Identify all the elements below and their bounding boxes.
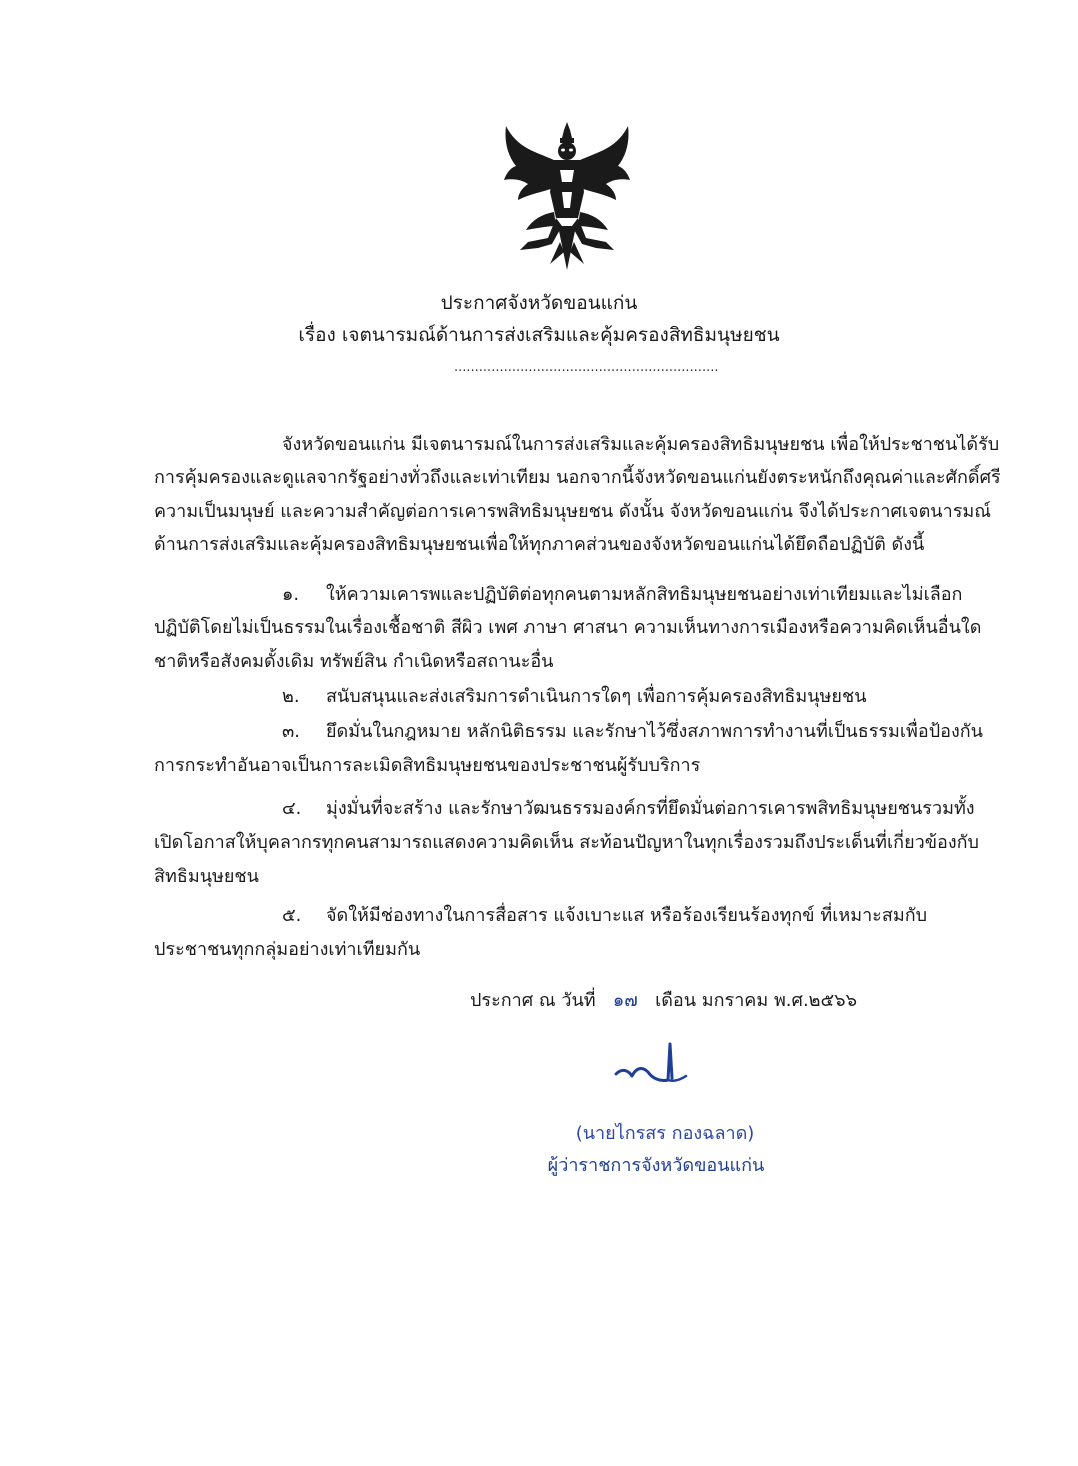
item-3-line-2: การกระทำอันอาจเป็นการละเมิดสิทธิมนุษยชนของประชาชนผู้รับบริการ (154, 755, 701, 776)
item-number-2: ๒. (282, 686, 300, 707)
handwritten-signature-icon (612, 1038, 696, 1096)
signer-name: (นายไกรสร กองฉลาด) (575, 1123, 755, 1144)
item-4-line-3: สิทธิมนุษยชน (154, 866, 259, 887)
document-title: ประกาศจังหวัดขอนแก่น (440, 292, 638, 314)
item-number-5: ๕. (282, 905, 302, 926)
intro-line-4: ด้านการส่งเสริมและคุ้มครองสิทธิมนุษยชนเพื่อให้ทุกภาคส่วนของจังหวัดขอนแก่นได้ยึดถือปฏิบัติ ดังนี้ (154, 534, 925, 555)
item-1-line-3: ชาติหรือสังคมดั้งเดิม ทรัพย์สิน กำเนิดหรือสถานะอื่น (154, 651, 554, 672)
document-subject: เรื่อง เจตนารมณ์ด้านการส่งเสริมและคุ้มครองสิทธิมนุษยชน (298, 324, 780, 346)
item-number-1: ๑. (282, 584, 300, 605)
item-4-line-1: มุ่งมั่นที่จะสร้าง และรักษาวัฒนธรรมองค์กรที่ยึดมั่นต่อการเคารพสิทธิมนุษยชนรวมทั้ง (326, 798, 975, 819)
date-line (470, 989, 857, 1013)
separator-dots: ................................................................ (454, 360, 719, 375)
signer-title: ผู้ว่าราชการจังหวัดขอนแก่น (547, 1155, 765, 1176)
intro-line-3: ความเป็นมนุษย์ และความสำคัญต่อการเคารพสิทธิมนุษยชน ดังนั้น จังหวัดขอนแก่น จึงได้ประกาศเจตนารมณ์ (154, 501, 991, 522)
intro-line-1: จังหวัดขอนแก่น มีเจตนารมณ์ในการส่งเสริมและคุ้มครองสิทธิมนุษยชน เพื่อให้ประชาชนได้รับ (282, 434, 1000, 455)
item-2-line-1: สนับสนุนและส่งเสริมการดำเนินการใดๆ เพื่อการคุ้มครองสิทธิมนุษยชน (326, 686, 867, 707)
item-number-4: ๔. (282, 798, 302, 819)
item-3-line-1: ยึดมั่นในกฎหมาย หลักนิติธรรม และรักษาไว้ซึ่งสภาพการทำงานที่เป็นธรรมเพื่อป้องกัน (326, 721, 983, 742)
garuda-emblem-icon (498, 122, 636, 272)
item-5-line-1: จัดให้มีช่องทางในการสื่อสาร แจ้งเบาะแส หรือร้องเรียนร้องทุกข์ ที่เหมาะสมกับ (326, 905, 928, 926)
intro-line-2: การคุ้มครองและดูแลจากรัฐอย่างทั่วถึงและเท่าเทียม นอกจากนี้จังหวัดขอนแก่นยังตระหนักถึงคุณค่าและศักดิ์ศรี (154, 467, 1001, 488)
item-4-line-2: เปิดโอกาสให้บุคลากรทุกคนสามารถแสดงความคิดเห็น สะท้อนปัญหาในทุกเรื่องรวมถึงประเด็นที่เกี่ยวข้องกับ (154, 832, 979, 853)
date-prefix: ประกาศ ณ วันที่ (470, 990, 596, 1011)
date-day: ๑๗ (612, 990, 638, 1011)
item-1-line-1: ให้ความเคารพและปฏิบัติต่อทุกคนตามหลักสิทธิมนุษยชนอย่างเท่าเทียมและไม่เลือก (326, 584, 963, 605)
date-suffix: เดือน มกราคม พ.ศ.๒๕๖๖ (655, 990, 858, 1011)
item-1-line-2: ปฏิบัติโดยไม่เป็นธรรมในเรื่องเชื้อชาติ สีผิว เพศ ภาษา ศาสนา ความเห็นทางการเมืองหรือความคิดเห็นอื่นใด (154, 617, 982, 638)
item-number-3: ๓. (282, 721, 301, 742)
item-5-line-2: ประชาชนทุกกลุ่มอย่างเท่าเทียมกัน (154, 939, 421, 960)
